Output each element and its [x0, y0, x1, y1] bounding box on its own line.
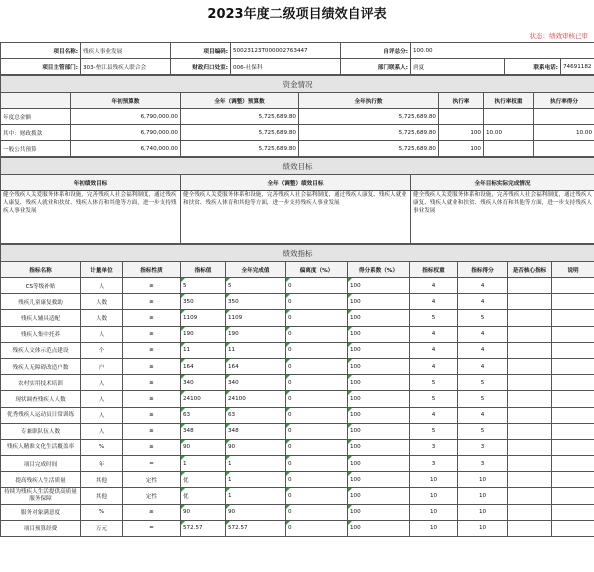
indicator-name: 项目完成时间 — [1, 456, 81, 472]
indicator-unit: 人数 — [81, 310, 123, 326]
table-row — [1, 358, 594, 374]
funds-row-label: 其中：财政拨款 — [1, 125, 71, 141]
indicator-actual: 24100 — [226, 391, 286, 407]
col-indicator-name: 指标名称 — [1, 262, 81, 278]
indicator-target: 1109 — [181, 310, 226, 326]
funds-table — [0, 75, 594, 157]
indicator-note — [552, 472, 594, 488]
col-actual: 全年完成值 — [226, 262, 286, 278]
funds-rate — [439, 109, 484, 125]
indicator-note — [552, 504, 594, 520]
indicator-coefficient: 100 — [348, 326, 410, 342]
col-initial-goal: 年初绩效目标 — [1, 175, 181, 191]
indicator-coefficient: 100 — [348, 439, 410, 455]
funds-weight: 10.00 — [484, 125, 534, 141]
indicator-coefficient: 100 — [348, 358, 410, 374]
table-row — [1, 439, 594, 455]
indicator-score: 10 — [458, 504, 508, 520]
indicator-deviation: 0 — [286, 358, 348, 374]
indicator-deviation: 0 — [286, 342, 348, 358]
indicator-coefficient: 100 — [348, 278, 410, 294]
indicator-weight: 5 — [410, 391, 458, 407]
funds-score: 10.00 — [534, 125, 594, 141]
funds-adjusted: 5,725,689.80 — [181, 141, 299, 157]
project-name: 残疾人事业发展 — [81, 43, 171, 59]
indicator-weight: 5 — [410, 423, 458, 439]
funds-row-label: 一般公共预算 — [1, 141, 71, 157]
project-code-label: 项目编码: — [171, 43, 231, 59]
indicator-weight: 3 — [410, 439, 458, 455]
adjusted-goal-text: 健全残疾人关爱服务体系和设施，完善残疾人社会福利制度，通过残疾人康复、残疾人就业和扶贫、残疾人体育和其他等方面，进一步支持残疾人事业发展 — [181, 191, 411, 244]
indicator-coefficient: 100 — [348, 294, 410, 310]
indicator-coefficient: 100 — [348, 488, 410, 504]
indicator-score: 10 — [458, 488, 508, 504]
office-value: 006-社保科 — [231, 59, 341, 75]
indicator-note — [552, 326, 594, 342]
indicator-actual: 1109 — [226, 310, 286, 326]
indicator-actual: 63 — [226, 407, 286, 423]
indicator-core — [508, 326, 552, 342]
indicator-name: 持续为残疾人生活提供高质量服务保障 — [1, 488, 81, 504]
indicator-target: 348 — [181, 423, 226, 439]
indicator-nature: ≥ — [123, 407, 181, 423]
table-row — [1, 278, 594, 294]
col-exec-weight: 执行率权重 — [484, 93, 534, 109]
indicator-weight: 10 — [410, 472, 458, 488]
indicator-core — [508, 472, 552, 488]
indicator-weight: 5 — [410, 375, 458, 391]
indicator-note — [552, 375, 594, 391]
indicator-actual: 572.57 — [226, 520, 286, 536]
phone-value: 74691182 — [561, 59, 594, 75]
indicator-actual: 11 — [226, 342, 286, 358]
indicator-weight: 4 — [410, 278, 458, 294]
indicator-name: 残疾人无障碍改造户数 — [1, 358, 81, 374]
indicator-name: 残疾人文体示范点建设 — [1, 342, 81, 358]
indicator-coefficient: 100 — [348, 310, 410, 326]
indicator-weight: 5 — [410, 310, 458, 326]
indicator-core — [508, 294, 552, 310]
indicator-nature: 定性 — [123, 488, 181, 504]
table-row — [1, 472, 594, 488]
funds-initial: 6,790,000.00 — [71, 109, 181, 125]
funds-row — [1, 125, 594, 141]
col-adjusted-goal: 全年（调整）绩效目标 — [181, 175, 411, 191]
indicator-weight: 4 — [410, 358, 458, 374]
indicator-nature: = — [123, 456, 181, 472]
funds-score — [534, 141, 594, 157]
indicator-actual: 1 — [226, 456, 286, 472]
table-row — [1, 294, 594, 310]
col-nature: 指标性质 — [123, 262, 181, 278]
indicator-nature: = — [123, 520, 181, 536]
indicator-target: 1 — [181, 456, 226, 472]
table-row — [1, 504, 594, 520]
indicator-coefficient: 100 — [348, 391, 410, 407]
table-row — [1, 423, 594, 439]
indicator-core — [508, 375, 552, 391]
funds-initial: 6,740,000.00 — [71, 141, 181, 157]
indicator-name: 专兼职队伍人数 — [1, 423, 81, 439]
indicator-nature: ≥ — [123, 326, 181, 342]
indicator-nature: ≥ — [123, 391, 181, 407]
indicator-note — [552, 391, 594, 407]
indicator-name: 农村实用技术培训 — [1, 375, 81, 391]
indicator-actual: 190 — [226, 326, 286, 342]
indicator-core — [508, 456, 552, 472]
indicator-unit: 人 — [81, 278, 123, 294]
indicator-unit: 人 — [81, 391, 123, 407]
funds-row — [1, 109, 594, 125]
actual-goal-text: 健全残疾人关爱服务体系和设施，完善残疾人社会福利制度，通过残疾人康复、残疾人就业和扶贫、残疾人体育和其他等方面，进一步支持残疾人事业发展 — [411, 191, 594, 244]
indicator-name: 现状调查残疾人人数 — [1, 391, 81, 407]
funds-adjusted: 5,725,689.80 — [181, 125, 299, 141]
indicator-nature: 定性 — [123, 472, 181, 488]
indicator-note — [552, 310, 594, 326]
indicator-deviation: 0 — [286, 439, 348, 455]
phone-label: 联系电话: — [505, 59, 561, 75]
indicator-actual: 350 — [226, 294, 286, 310]
indicator-deviation: 0 — [286, 310, 348, 326]
table-row — [1, 488, 594, 504]
dept-value: 303-垫江县残疾人联合会 — [81, 59, 171, 75]
indicator-name: 项目预算经费 — [1, 520, 81, 536]
indicator-core — [508, 391, 552, 407]
indicator-coefficient: 100 — [348, 472, 410, 488]
indicator-score: 4 — [458, 342, 508, 358]
self-eval-score: 100.00 — [411, 43, 594, 59]
col-actual-goal: 全年目标实际完成情况 — [411, 175, 594, 191]
indicator-note — [552, 423, 594, 439]
indicator-actual: 340 — [226, 375, 286, 391]
indicator-name: 残疾人集中托养 — [1, 326, 81, 342]
indicator-unit: 人 — [81, 407, 123, 423]
indicator-nature: ≥ — [123, 423, 181, 439]
table-row — [1, 456, 594, 472]
funds-row-label: 年度总金额 — [1, 109, 71, 125]
indicator-weight: 10 — [410, 520, 458, 536]
indicator-actual: 5 — [226, 278, 286, 294]
indicator-score: 4 — [458, 326, 508, 342]
page-title: 2023年度二级项目绩效自评表 — [207, 7, 387, 22]
indicator-coefficient: 100 — [348, 504, 410, 520]
table-row — [1, 326, 594, 342]
funds-initial: 6,790,000.00 — [71, 125, 181, 141]
indicator-core — [508, 520, 552, 536]
table-row — [1, 342, 594, 358]
indicator-actual: 164 — [226, 358, 286, 374]
funds-weight — [484, 109, 534, 125]
indicator-deviation: 0 — [286, 423, 348, 439]
contact-value: 唐夏 — [411, 59, 505, 75]
indicator-name: 提高残疾人生活质量 — [1, 472, 81, 488]
table-row — [1, 391, 594, 407]
indicator-target: 优 — [181, 472, 226, 488]
funds-section-title: 资金情况 — [1, 76, 594, 93]
indicator-target: 24100 — [181, 391, 226, 407]
col-weight: 指标权重 — [410, 262, 458, 278]
indicators-table — [0, 244, 594, 537]
indicator-deviation: 0 — [286, 504, 348, 520]
col-exec-rate: 执行率 — [439, 93, 484, 109]
col-coefficient: 得分系数（%） — [348, 262, 410, 278]
col-unit: 计量单位 — [81, 262, 123, 278]
indicator-coefficient: 100 — [348, 342, 410, 358]
indicator-score: 5 — [458, 310, 508, 326]
goals-table — [0, 157, 594, 244]
indicator-deviation: 0 — [286, 326, 348, 342]
funds-executed: 5,725,689.80 — [299, 125, 439, 141]
indicator-nature: ≥ — [123, 375, 181, 391]
indicator-name: 残疾人精准文化生活覆盖率 — [1, 439, 81, 455]
indicator-note — [552, 278, 594, 294]
indicator-deviation: 0 — [286, 294, 348, 310]
indicator-unit: 其他 — [81, 472, 123, 488]
indicator-target: 优 — [181, 488, 226, 504]
indicator-deviation: 0 — [286, 407, 348, 423]
goals-section-title: 绩效目标 — [1, 158, 594, 175]
indicator-unit: 人数 — [81, 294, 123, 310]
indicator-target: 90 — [181, 439, 226, 455]
indicator-score: 5 — [458, 423, 508, 439]
indicator-deviation: 0 — [286, 278, 348, 294]
office-label: 财政归口处室: — [171, 59, 231, 75]
indicator-nature: ≥ — [123, 310, 181, 326]
indicator-actual: 1 — [226, 488, 286, 504]
indicator-name: 残疾儿童康复救助 — [1, 294, 81, 310]
indicator-note — [552, 456, 594, 472]
project-name-label: 项目名称: — [1, 43, 81, 59]
indicator-weight: 3 — [410, 456, 458, 472]
indicator-note — [552, 342, 594, 358]
indicator-unit: 年 — [81, 456, 123, 472]
funds-row — [1, 141, 594, 157]
col-initial-budget: 年初预算数 — [71, 93, 181, 109]
indicator-core — [508, 504, 552, 520]
indicator-core — [508, 407, 552, 423]
indicator-nature: ≥ — [123, 358, 181, 374]
indicator-deviation: 0 — [286, 375, 348, 391]
funds-adjusted: 5,725,689.80 — [181, 109, 299, 125]
indicator-actual: 348 — [226, 423, 286, 439]
indicator-nature: ≥ — [123, 294, 181, 310]
indicator-core — [508, 278, 552, 294]
indicator-deviation: 0 — [286, 391, 348, 407]
indicator-weight: 4 — [410, 326, 458, 342]
col-score: 指标得分 — [458, 262, 508, 278]
indicator-target: 190 — [181, 326, 226, 342]
col-executed: 全年执行数 — [299, 93, 439, 109]
score-label: 自评总分: — [341, 43, 411, 59]
indicator-unit: 其他 — [81, 488, 123, 504]
indicator-unit: 人 — [81, 326, 123, 342]
indicator-weight: 4 — [410, 342, 458, 358]
table-row — [1, 520, 594, 536]
indicator-actual: 1 — [226, 472, 286, 488]
indicator-score: 5 — [458, 391, 508, 407]
funds-weight — [484, 141, 534, 157]
indicator-rows — [1, 278, 594, 537]
indicator-coefficient: 100 — [348, 375, 410, 391]
indicator-note — [552, 439, 594, 455]
indicator-core — [508, 439, 552, 455]
indicator-coefficient: 100 — [348, 407, 410, 423]
indicator-core — [508, 342, 552, 358]
indicator-core — [508, 488, 552, 504]
header-table — [0, 42, 594, 75]
initial-goal-text: 健全残疾人关爱服务体系和设施，完善残疾人社会福利制度，通过残疾人康复、残疾人就业和扶贫、残疾人体育和其他等方面，进一步支持残疾人事业发展 — [1, 191, 181, 244]
indicator-deviation: 0 — [286, 456, 348, 472]
indicator-nature: ≥ — [123, 504, 181, 520]
indicators-section-title: 绩效指标 — [1, 245, 594, 262]
col-target: 指标值 — [181, 262, 226, 278]
indicator-unit: % — [81, 439, 123, 455]
indicator-nature: ≥ — [123, 439, 181, 455]
indicator-note — [552, 294, 594, 310]
indicator-actual: 90 — [226, 504, 286, 520]
indicator-target: 63 — [181, 407, 226, 423]
indicator-core — [508, 423, 552, 439]
indicator-core — [508, 358, 552, 374]
indicator-name: CS等级补贴 — [1, 278, 81, 294]
indicator-unit: 万元 — [81, 520, 123, 536]
indicator-deviation: 0 — [286, 488, 348, 504]
funds-rate: 100 — [439, 141, 484, 157]
contact-label: 部门联系人: — [341, 59, 411, 75]
indicator-target: 572.57 — [181, 520, 226, 536]
indicator-deviation: 0 — [286, 520, 348, 536]
indicator-target: 350 — [181, 294, 226, 310]
table-row — [1, 407, 594, 423]
indicator-coefficient: 100 — [348, 520, 410, 536]
indicator-nature: ≥ — [123, 342, 181, 358]
indicator-score: 4 — [458, 407, 508, 423]
indicator-unit: 人 — [81, 375, 123, 391]
indicator-note — [552, 358, 594, 374]
indicator-note — [552, 488, 594, 504]
indicator-note — [552, 520, 594, 536]
indicator-weight: 10 — [410, 504, 458, 520]
project-code: 50023123T000002763447 — [231, 43, 341, 59]
indicator-name: 残疾人辅具适配 — [1, 310, 81, 326]
indicator-target: 5 — [181, 278, 226, 294]
indicator-core — [508, 310, 552, 326]
indicator-unit: 人 — [81, 423, 123, 439]
indicator-coefficient: 100 — [348, 423, 410, 439]
table-row — [1, 310, 594, 326]
col-adjusted-budget: 全年（调整）预算数 — [181, 93, 299, 109]
status-badge: 状态：绩效审核已审 — [529, 32, 588, 40]
indicator-name: 优秀残疾人运动员日常训练 — [1, 407, 81, 423]
indicator-target: 164 — [181, 358, 226, 374]
indicator-score: 4 — [458, 278, 508, 294]
indicator-coefficient: 100 — [348, 456, 410, 472]
indicator-name: 服务对象满意度 — [1, 504, 81, 520]
funds-executed: 5,725,689.80 — [299, 109, 439, 125]
indicator-unit: 个 — [81, 342, 123, 358]
dept-label: 项目主管部门: — [1, 59, 81, 75]
funds-executed: 5,725,689.80 — [299, 141, 439, 157]
col-note: 说明 — [552, 262, 594, 278]
indicator-target: 340 — [181, 375, 226, 391]
indicator-weight: 4 — [410, 294, 458, 310]
col-deviation: 偏离度（%） — [286, 262, 348, 278]
indicator-target: 90 — [181, 504, 226, 520]
indicator-deviation: 0 — [286, 472, 348, 488]
indicator-unit: 户 — [81, 358, 123, 374]
indicator-weight: 4 — [410, 407, 458, 423]
indicator-score: 3 — [458, 456, 508, 472]
indicator-score: 5 — [458, 375, 508, 391]
indicator-score: 4 — [458, 358, 508, 374]
funds-score — [534, 109, 594, 125]
indicator-score: 3 — [458, 439, 508, 455]
funds-rate: 100 — [439, 125, 484, 141]
col-exec-score: 执行率得分 — [534, 93, 594, 109]
indicator-target: 11 — [181, 342, 226, 358]
indicator-weight: 10 — [410, 488, 458, 504]
indicator-note — [552, 407, 594, 423]
indicator-score: 4 — [458, 294, 508, 310]
indicator-score: 10 — [458, 472, 508, 488]
indicator-nature: ≥ — [123, 278, 181, 294]
table-row — [1, 375, 594, 391]
indicator-actual: 90 — [226, 439, 286, 455]
indicator-score: 10 — [458, 520, 508, 536]
indicator-unit: % — [81, 504, 123, 520]
col-core: 是否核心指标 — [508, 262, 552, 278]
